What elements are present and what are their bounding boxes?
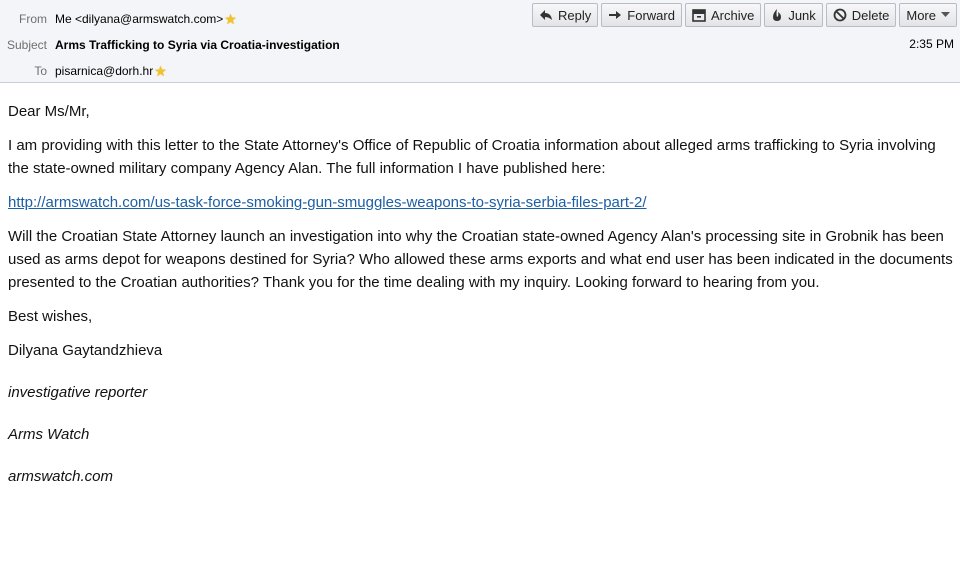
star-icon[interactable]: ★ [154, 63, 167, 79]
archive-button[interactable] [685, 3, 761, 27]
signature-site: armswatch.com [8, 468, 114, 485]
message-time: 2:35 PM [909, 37, 954, 51]
signature-title: investigative reporter [8, 384, 148, 401]
message-body [8, 100, 953, 507]
subject-value: Arms Trafficking to Syria via Croatia-investigation [55, 38, 340, 52]
forward-button[interactable] [601, 3, 682, 27]
more-label: More [906, 7, 936, 23]
delete-circle-icon [833, 8, 847, 22]
paragraph-intro: I am providing with this letter to the State Attorney's Office of Republic of Croatia information about alleged arms trafficking to Syria involving the state-owned military company Agency Alan. The full information I have published here: [8, 137, 936, 177]
reply-button[interactable] [532, 3, 598, 27]
subject-row [0, 36, 340, 54]
archive-box-icon [692, 9, 706, 22]
junk-label: Junk [788, 7, 816, 23]
signature-name: Dilyana Gaytandzhieva [8, 342, 163, 359]
paragraph-questions: Will the Croatian State Attorney launch an investigation into why the Croatian state-owned Agency Alan's processing site in Grobnik has been used as arms depot for weapons destined for Syria? Who allowed these arms exports and what end user has been indicated in the documents presented to the Croatian authorities? Thank you for the time dealing with my inquiry. Looking forward to hearing from you. [8, 228, 953, 291]
forward-label: Forward [627, 7, 675, 23]
article-link[interactable]: http://armswatch.com/us-task-force-smoking-gun-smuggles-weapons-to-syria-serbia-files-part-2/ [8, 194, 647, 211]
to-address[interactable]: pisarnica@dorh.hr [55, 64, 154, 78]
reply-arrow-icon [539, 9, 553, 21]
delete-label: Delete [851, 7, 890, 23]
from-address[interactable]: Me <dilyana@armswatch.com> [55, 12, 224, 26]
archive-label: Archive [710, 7, 755, 23]
more-button[interactable] [899, 3, 957, 27]
to-value[interactable] [55, 64, 167, 78]
dropdown-arrow-icon [941, 12, 950, 18]
reply-label: Reply [558, 7, 592, 23]
from-label: From [19, 12, 47, 26]
junk-flame-icon [771, 8, 783, 22]
forward-arrow-icon [608, 9, 622, 21]
star-icon[interactable]: ★ [224, 11, 237, 27]
signature-org: Arms Watch [8, 426, 90, 443]
from-row [0, 10, 237, 28]
to-row [0, 62, 167, 80]
from-value[interactable] [55, 12, 237, 26]
message-header [0, 0, 960, 83]
closing: Best wishes, [8, 308, 93, 325]
subject-label: Subject [6, 38, 47, 52]
greeting: Dear Ms/Mr, [8, 103, 90, 120]
delete-button[interactable] [826, 3, 897, 27]
to-label: To [34, 64, 47, 78]
message-toolbar [532, 3, 957, 27]
junk-button[interactable] [764, 3, 822, 27]
